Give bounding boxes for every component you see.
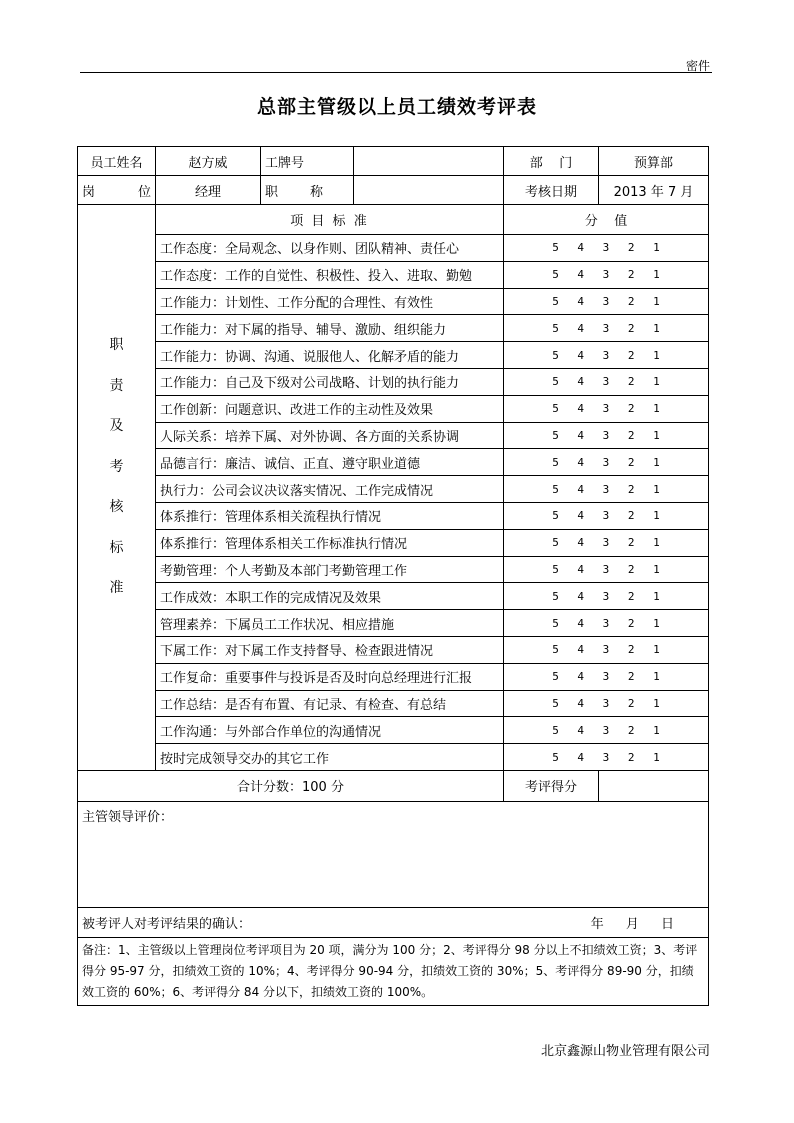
final-score-value[interactable] bbox=[599, 770, 709, 801]
job-title-label: 职 称 bbox=[261, 176, 354, 205]
criteria-scores[interactable]: 5 4 3 2 1 bbox=[504, 422, 709, 449]
criteria-scores[interactable]: 5 4 3 2 1 bbox=[504, 235, 709, 262]
criteria-row bbox=[78, 690, 709, 717]
criteria-row bbox=[78, 529, 709, 556]
dept-label: 部 门 bbox=[504, 147, 599, 176]
confirmation-field[interactable] bbox=[78, 907, 709, 937]
header-rule bbox=[80, 72, 712, 73]
criteria-row bbox=[78, 636, 709, 663]
company-name: 北京鑫源山物业管理有限公司 bbox=[540, 1044, 710, 1059]
criteria-text: 执行力：公司会议决议落实情况、工作完成情况 bbox=[156, 476, 504, 503]
criteria-text: 体系推行：管理体系相关流程执行情况 bbox=[156, 502, 504, 529]
row-employee-info-1 bbox=[78, 147, 709, 176]
criteria-text: 工作创新：问题意识、改进工作的主动性及效果 bbox=[156, 395, 504, 422]
criteria-scores[interactable]: 5 4 3 2 1 bbox=[504, 342, 709, 369]
badge-label: 工牌号 bbox=[261, 147, 354, 176]
criteria-text: 工作能力：计划性、工作分配的合理性、有效性 bbox=[156, 288, 504, 315]
criteria-scores[interactable]: 5 4 3 2 1 bbox=[504, 449, 709, 476]
criteria-text: 按时完成领导交办的其它工作 bbox=[156, 744, 504, 771]
dept-value[interactable]: 预算部 bbox=[599, 147, 709, 176]
evaluation-form bbox=[77, 146, 709, 1006]
criteria-text: 工作能力：自己及下级对公司战略、计划的执行能力 bbox=[156, 368, 504, 395]
supervisor-comment-row bbox=[78, 801, 709, 907]
confirmation-label: 被考评人对考评结果的确认： bbox=[82, 916, 252, 932]
totals-row bbox=[78, 770, 709, 801]
criteria-text: 工作态度：工作的自觉性、积极性、投入、进取、勤勉 bbox=[156, 261, 504, 288]
criteria-text: 体系推行：管理体系相关工作标准执行情况 bbox=[156, 529, 504, 556]
criteria-row bbox=[78, 610, 709, 637]
criteria-text: 工作复命：重要事件与投诉是否及时向总经理进行汇报 bbox=[156, 663, 504, 690]
criteria-row bbox=[78, 261, 709, 288]
job-title-value[interactable] bbox=[354, 176, 504, 205]
criteria-scores[interactable]: 5 4 3 2 1 bbox=[504, 690, 709, 717]
criteria-text: 管理素养：下属员工工作状况、相应措施 bbox=[156, 610, 504, 637]
criteria-row bbox=[78, 556, 709, 583]
criteria-scores[interactable]: 5 4 3 2 1 bbox=[504, 583, 709, 610]
items-header: 项 目 标 准 bbox=[156, 205, 504, 235]
notes-text: 备注：1、主管级以上管理岗位考评项目为 20 项，满分为 100 分；2、考评得分 98 分以上不扣绩效工资；3、考评得分 95-97 分，扣绩效工资的 10%；4、考评得分 90-94 分，扣绩效工资的 30%；5、考评得分 89-90 分，扣绩效工资的 60%；6、考评得分 84 分以下，扣绩效工资的 100%。 bbox=[78, 937, 709, 1005]
criteria-row bbox=[78, 288, 709, 315]
criteria-row bbox=[78, 744, 709, 771]
badge-value[interactable] bbox=[354, 147, 504, 176]
criteria-text: 工作态度：全局观念、以身作则、团队精神、责任心 bbox=[156, 235, 504, 262]
criteria-scores[interactable]: 5 4 3 2 1 bbox=[504, 502, 709, 529]
criteria-row bbox=[78, 717, 709, 744]
confirmation-date: 年 月 日 bbox=[590, 916, 674, 932]
criteria-text: 品德言行：廉洁、诚信、正直、遵守职业道德 bbox=[156, 449, 504, 476]
criteria-header-row bbox=[78, 205, 709, 235]
position-label: 岗 位 bbox=[78, 176, 156, 205]
criteria-scores[interactable]: 5 4 3 2 1 bbox=[504, 610, 709, 637]
supervisor-comment-field[interactable] bbox=[78, 801, 709, 907]
criteria-scores[interactable]: 5 4 3 2 1 bbox=[504, 288, 709, 315]
date-label: 考核日期 bbox=[504, 176, 599, 205]
criteria-text: 下属工作：对下属工作支持督导、检查跟进情况 bbox=[156, 636, 504, 663]
criteria-row bbox=[78, 368, 709, 395]
criteria-scores[interactable]: 5 4 3 2 1 bbox=[504, 395, 709, 422]
final-score-label: 考评得分 bbox=[504, 770, 599, 801]
criteria-scores[interactable]: 5 4 3 2 1 bbox=[504, 261, 709, 288]
criteria-row bbox=[78, 663, 709, 690]
criteria-text: 人际关系：培养下属、对外协调、各方面的关系协调 bbox=[156, 422, 504, 449]
criteria-scores[interactable]: 5 4 3 2 1 bbox=[504, 529, 709, 556]
criteria-row bbox=[78, 395, 709, 422]
confirmation-row bbox=[78, 907, 709, 937]
criteria-text: 工作能力：对下属的指导、辅导、激励、组织能力 bbox=[156, 315, 504, 342]
section-label-vertical: 职 责 及 考 核 标 准 bbox=[78, 205, 156, 771]
page-title: 总部主管级以上员工绩效考评表 bbox=[256, 96, 537, 118]
criteria-text: 工作沟通：与外部合作单位的沟通情况 bbox=[156, 717, 504, 744]
criteria-scores[interactable]: 5 4 3 2 1 bbox=[504, 663, 709, 690]
supervisor-comment-label: 主管领导评价： bbox=[82, 809, 174, 825]
criteria-row bbox=[78, 476, 709, 503]
name-value[interactable]: 赵方威 bbox=[156, 147, 261, 176]
criteria-scores[interactable]: 5 4 3 2 1 bbox=[504, 476, 709, 503]
criteria-scores[interactable]: 5 4 3 2 1 bbox=[504, 315, 709, 342]
row-employee-info-2 bbox=[78, 176, 709, 205]
criteria-row bbox=[78, 315, 709, 342]
notes-row bbox=[78, 937, 709, 1005]
criteria-text: 工作能力：协调、沟通、说服他人、化解矛盾的能力 bbox=[156, 342, 504, 369]
criteria-row bbox=[78, 502, 709, 529]
criteria-scores[interactable]: 5 4 3 2 1 bbox=[504, 744, 709, 771]
criteria-scores[interactable]: 5 4 3 2 1 bbox=[504, 717, 709, 744]
criteria-text: 考勤管理：个人考勤及本部门考勤管理工作 bbox=[156, 556, 504, 583]
score-header: 分 值 bbox=[504, 205, 709, 235]
criteria-scores[interactable]: 5 4 3 2 1 bbox=[504, 556, 709, 583]
criteria-row bbox=[78, 235, 709, 262]
criteria-scores[interactable]: 5 4 3 2 1 bbox=[504, 636, 709, 663]
name-label: 员工姓名 bbox=[78, 147, 156, 176]
position-value[interactable]: 经理 bbox=[156, 176, 261, 205]
criteria-text: 工作成效：本职工作的完成情况及效果 bbox=[156, 583, 504, 610]
criteria-row bbox=[78, 449, 709, 476]
criteria-text: 工作总结：是否有布置、有记录、有检查、有总结 bbox=[156, 690, 504, 717]
criteria-scores[interactable]: 5 4 3 2 1 bbox=[504, 368, 709, 395]
criteria-row bbox=[78, 583, 709, 610]
date-value[interactable]: 2013 年 7 月 bbox=[599, 176, 709, 205]
criteria-row bbox=[78, 342, 709, 369]
criteria-row bbox=[78, 422, 709, 449]
classification-mark: 密件 bbox=[685, 59, 710, 73]
total-points-label: 合计分数：100 分 bbox=[78, 770, 504, 801]
